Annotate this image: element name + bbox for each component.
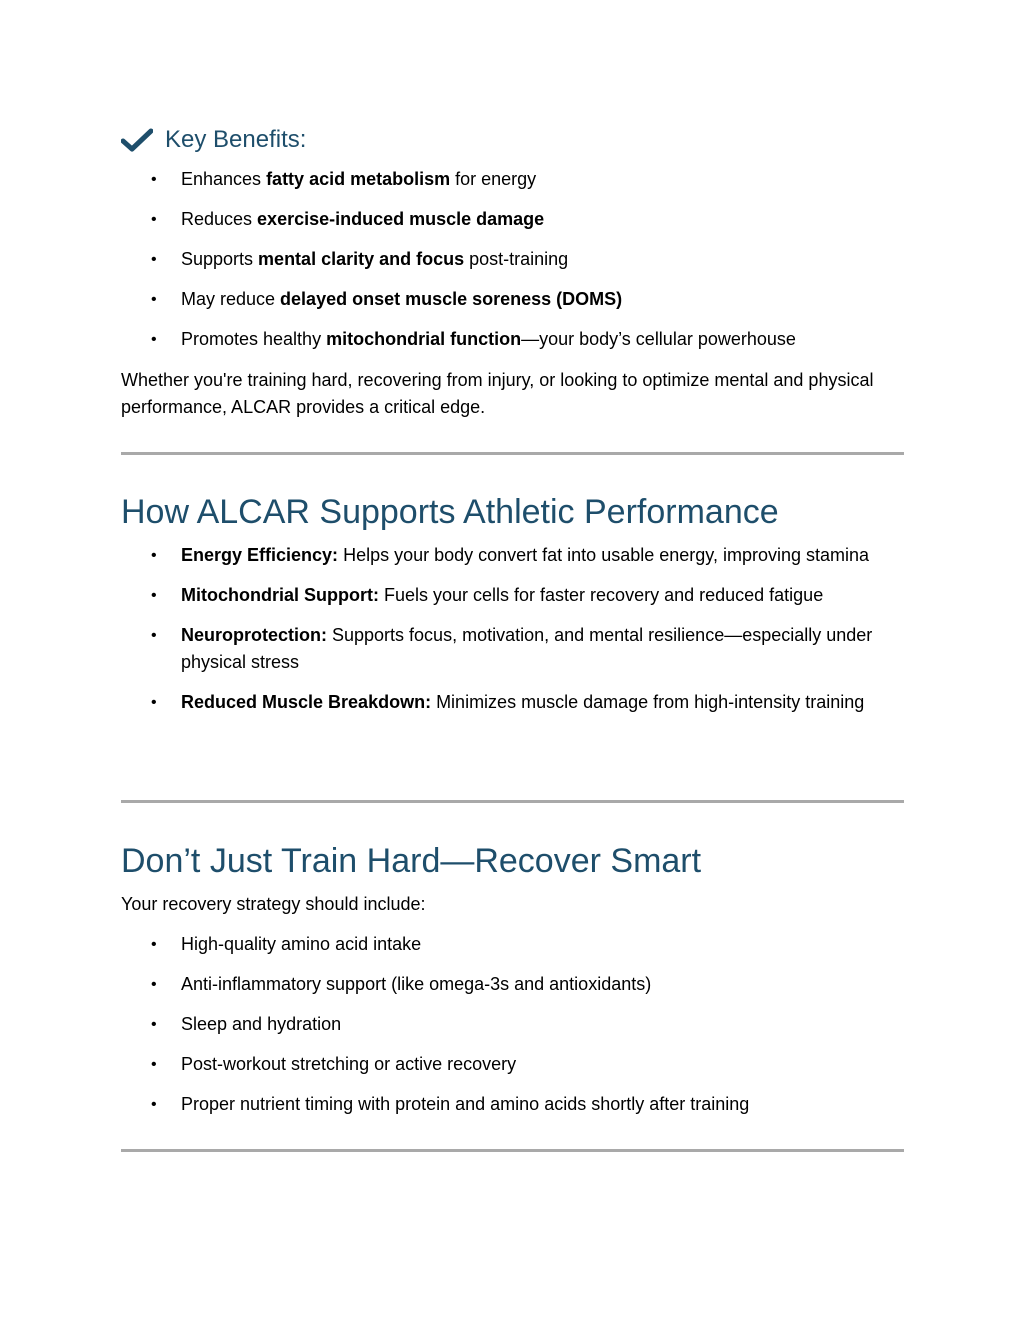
recovery-intro-text: Your recovery strategy should include: [121, 894, 426, 914]
recovery-strategy-list [121, 931, 904, 1131]
list-item: • Enhances fatty acid metabolism for energy [121, 166, 904, 193]
key-benefits-heading [121, 122, 306, 158]
list-item: • Sleep and hydration [121, 1011, 904, 1038]
list-item: • Post-workout stretching or active recovery [121, 1051, 904, 1078]
key-benefits-list [121, 166, 904, 366]
checkmark-icon [121, 128, 153, 152]
recover-smart-heading: Don’t Just Train Hard—Recover Smart [121, 842, 702, 880]
list-item: • Supports mental clarity and focus post-training [121, 246, 904, 273]
list-item: • Promotes healthy mitochondrial function—your body’s cellular powerhouse [121, 326, 904, 353]
list-item: • Reduced Muscle Breakdown: Minimizes muscle damage from high-intensity training [121, 689, 904, 716]
benefits-summary-paragraph: Whether you're training hard, recovering from injury, or looking to optimize mental and physical performance, ALCAR provides a critical edge. [121, 370, 874, 417]
list-item: • Anti-inflammatory support (like omega-3s and antioxidants) [121, 971, 904, 998]
section-divider [121, 800, 904, 803]
key-benefits-title: Key Benefits: [165, 126, 307, 153]
list-item: • Reduces exercise-induced muscle damage [121, 206, 904, 233]
athletic-performance-heading: How ALCAR Supports Athletic Performance [121, 493, 779, 531]
list-item: • Neuroprotection: Supports focus, motivation, and mental resilience—especially under physical stress [121, 622, 904, 676]
list-item: • Proper nutrient timing with protein and amino acids shortly after training [121, 1091, 904, 1118]
athletic-performance-list [121, 542, 904, 729]
list-item: • High-quality amino acid intake [121, 931, 904, 958]
section-divider [121, 1149, 904, 1152]
list-item: • Energy Efficiency: Helps your body convert fat into usable energy, improving stamina [121, 542, 904, 569]
list-item: • May reduce delayed onset muscle soreness (DOMS) [121, 286, 904, 313]
section-divider [121, 452, 904, 455]
list-item: • Mitochondrial Support: Fuels your cells for faster recovery and reduced fatigue [121, 582, 904, 609]
